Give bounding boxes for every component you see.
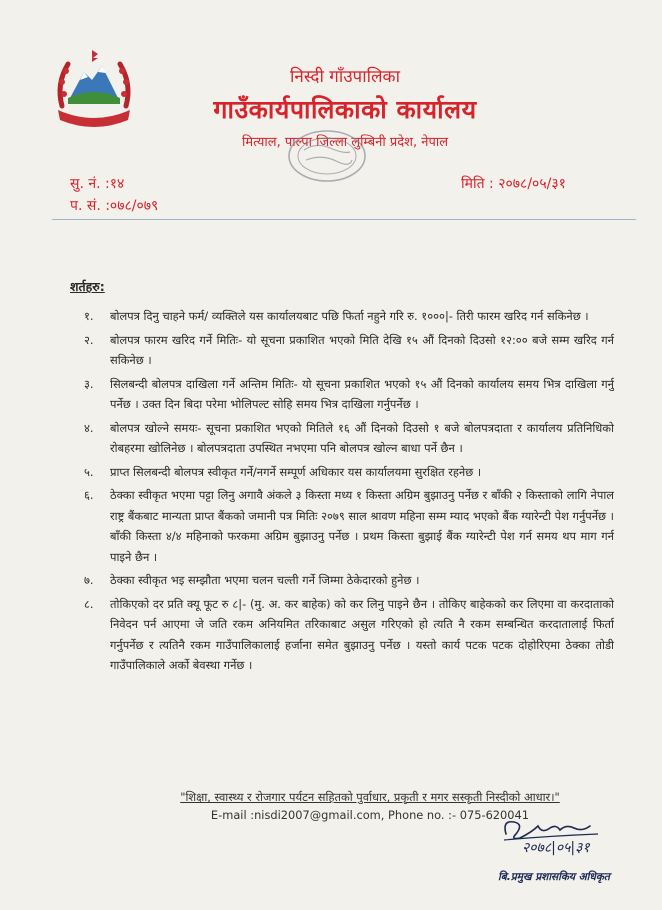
term-number: ३. — [84, 376, 94, 391]
term-number: ६. — [84, 488, 94, 502]
term-number: ७. — [84, 573, 94, 587]
term-text: बोलपत्र दिनु चाहने फर्म/ व्यक्तिले यस कार्यालयबाट पछि फिर्ता नहुने गरि रु. १०००|- तिरी फारम खरिद गर्न सकिनेछ । — [110, 309, 589, 323]
term-item — [78, 594, 614, 676]
term-item — [78, 374, 614, 415]
term-text: ठेक्का स्वीकृत भइ सम्झौता भएमा चलन चल्ती गर्ने जिम्मा ठेकेदारको हुनेछ । — [110, 573, 420, 587]
term-text: सिलबन्दी बोलपत्र दाखिला गर्ने अन्तिम मितिः- यो सूचना प्रकाशित भएको १५ औं दिनको कार्यालय समय भित्र दाखिला गर्नु पर्नेछ । उक्त दिन बिदा परेमा भोलिपल्ट सोहि समय भित्र दाखिला गर्नुपर्नेछ । — [110, 376, 614, 411]
term-item — [78, 485, 614, 567]
letter-number: प. सं. :०७८/०७९ — [70, 198, 159, 214]
term-item — [78, 570, 614, 591]
term-item — [78, 418, 614, 459]
terms-list — [78, 306, 614, 679]
term-number: २. — [84, 332, 94, 347]
serial-number: सु. नं. :१४ — [70, 176, 125, 192]
office-name: गाउँकार्यपालिकाको कार्यालय — [213, 95, 477, 124]
term-number: १. — [84, 309, 94, 323]
footer-contact: E-mail :nisdi2007@gmail.com, Phone no. :- 075-620041 — [210, 808, 530, 822]
term-text: तोकिएको दर प्रति क्यू फूट रु ८|- (मु. अ. कर बाहेक) को कर लिनु पाइने छैन । तोकिए बाहेकको कर लिएमा वा करदाताको निवेदन पर्न आएमा जे जति रकम अनियमित तरिकाबाट असुल गरिएको हो त्यति नै रकम सम्बन्धित करदातालाई फिर्ता गर्नुपर्नेछ र त्यतिनै रकम गाउँपालिकालाई हर्जाना समेत बुझाउनु पर्नेछ । यस्तो कार्य पटक पटक दोहोरिएमा ठेक्का तोडी गाउँपालिकाले अर्को बेवस्था गर्नेछ । — [110, 596, 614, 672]
header-divider — [52, 219, 636, 220]
footer-slogan: "शिक्षा, स्वास्थ्य र रोजगार पर्यटन सहितको पुर्वाधार, प्रकृती र मगर सस्कृती निस्दीको आधार।" — [180, 790, 560, 804]
term-text: प्राप्त सिलबन्दी बोलपत्र स्वीकृत गर्ने/नगर्ने सम्पूर्ण अधिकार यस कार्यालयमा सुरक्षित रहनेछ । — [110, 464, 482, 479]
terms-heading: शर्तहरु: — [70, 279, 105, 294]
term-text: ठेक्का स्वीकृत भएमा पट्टा लिनु अगावै अंकले ३ किस्ता मध्य १ किस्ता अग्रिम बुझाउनु पर्नेछ र बाँकी २ किस्ताको लागि नेपाल राष्ट्र बैंकबाट मान्यता प्राप्त बैंकको जमानी पत्र मितिः २०७९ साल श्रावण महिना सम्म म्याद भएको बैंक ग्यारेन्टी पेश गर्नुपर्नेछ ।बाँकी किस्ता ४/४ महिनाको फरकमा अग्रिम बुझाउनु पर्नेछ । प्रथम किस्ता बुझाई बैंक ग्यारेन्टी पेश गर्न समय थप माग गर्न पाइने छैन । — [110, 488, 614, 564]
term-item — [78, 330, 614, 371]
signature-date: २०७८|०५|३१ — [522, 840, 590, 856]
term-item — [78, 306, 614, 327]
nepal-emblem-icon — [52, 46, 136, 130]
term-number: ४. — [84, 420, 94, 435]
term-text: बोलपत्र खोल्ने समयः- सूचना प्रकाशित भएको मितिले १६ औं दिनको दिउसो १ बजे बोलपत्रदाता र कार्यालय प्रतिनिधिको रोबहरमा खोलिनेछ । बोलपत्रदाता उपस्थित नभएमा पनि बोलपत्र खोल्न बाधा पर्ने छैन । — [110, 420, 614, 455]
term-text: बोलपत्र फारम खरिद गर्ने मितिः- यो सूचना प्रकाशित भएको मिति देखि १५ औं दिनको दिउसो १२:०० बजे सम्म खरिद गर्न सकिनेछ । — [110, 332, 614, 367]
office-stamp-icon — [286, 128, 368, 184]
term-item — [78, 462, 614, 483]
municipality-name: निस्दी गाँउपालिका — [289, 67, 401, 87]
signatory-title: बि.प्रमुख प्रशासकिय अधिकृत — [498, 871, 610, 883]
office-address: मित्याल, पाल्पा जिल्ला लुम्बिनी प्रदेश, नेपाल — [241, 135, 449, 150]
term-number: ८. — [84, 596, 94, 611]
term-number: ५. — [84, 464, 94, 479]
issue-date: मिति : २०७८/०५/३१ — [461, 176, 566, 192]
